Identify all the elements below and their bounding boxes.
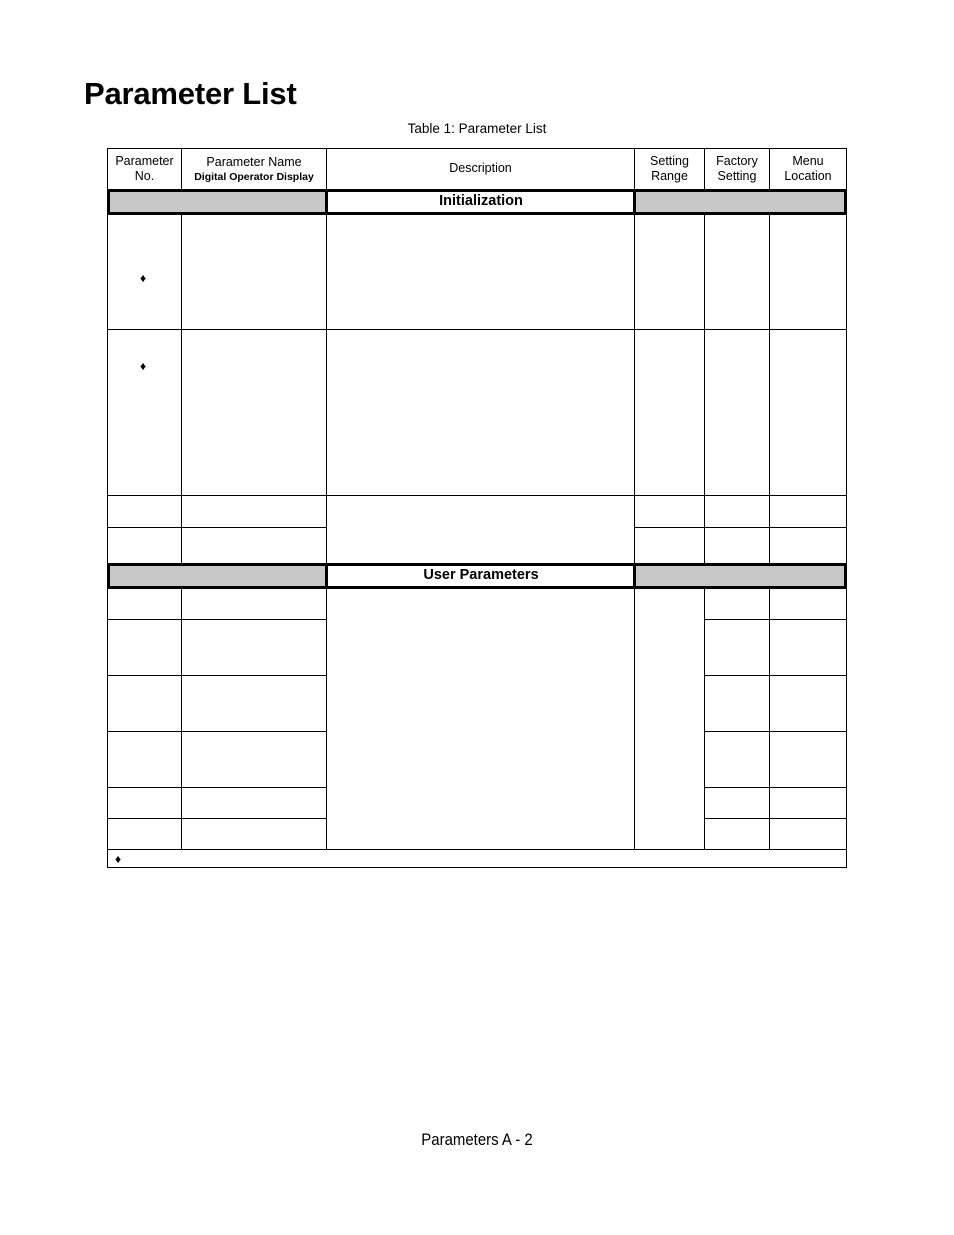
initialization-band-right (635, 191, 846, 213)
page-title: Parameter List (84, 76, 297, 111)
header-menu-location: Menu Location (784, 154, 832, 183)
section-user-parameters: User Parameters (423, 567, 539, 583)
diamond-marker-row-2: ♦ (140, 359, 147, 373)
user-parameters-band-right (635, 565, 846, 587)
header-description: Description (449, 161, 512, 175)
header-parameter-no: Parameter No. (115, 154, 174, 183)
section-initialization: Initialization (439, 193, 523, 209)
diamond-marker-row-1: ♦ (140, 271, 147, 285)
table-caption: Table 1: Parameter List (407, 121, 547, 136)
header-parameter-name: Parameter Name Digital Operator Display (182, 155, 326, 185)
header-parameter-name-sub: Digital Operator Display (194, 171, 314, 183)
initialization-band-left (108, 191, 326, 213)
user-parameters-band-left (108, 565, 326, 587)
page-footer: Parameters A - 2 (421, 1130, 533, 1149)
header-setting-range: Setting Range (650, 154, 689, 183)
header-factory-setting: Factory Setting (716, 154, 758, 183)
diamond-marker-footnote: ♦ (115, 852, 122, 866)
